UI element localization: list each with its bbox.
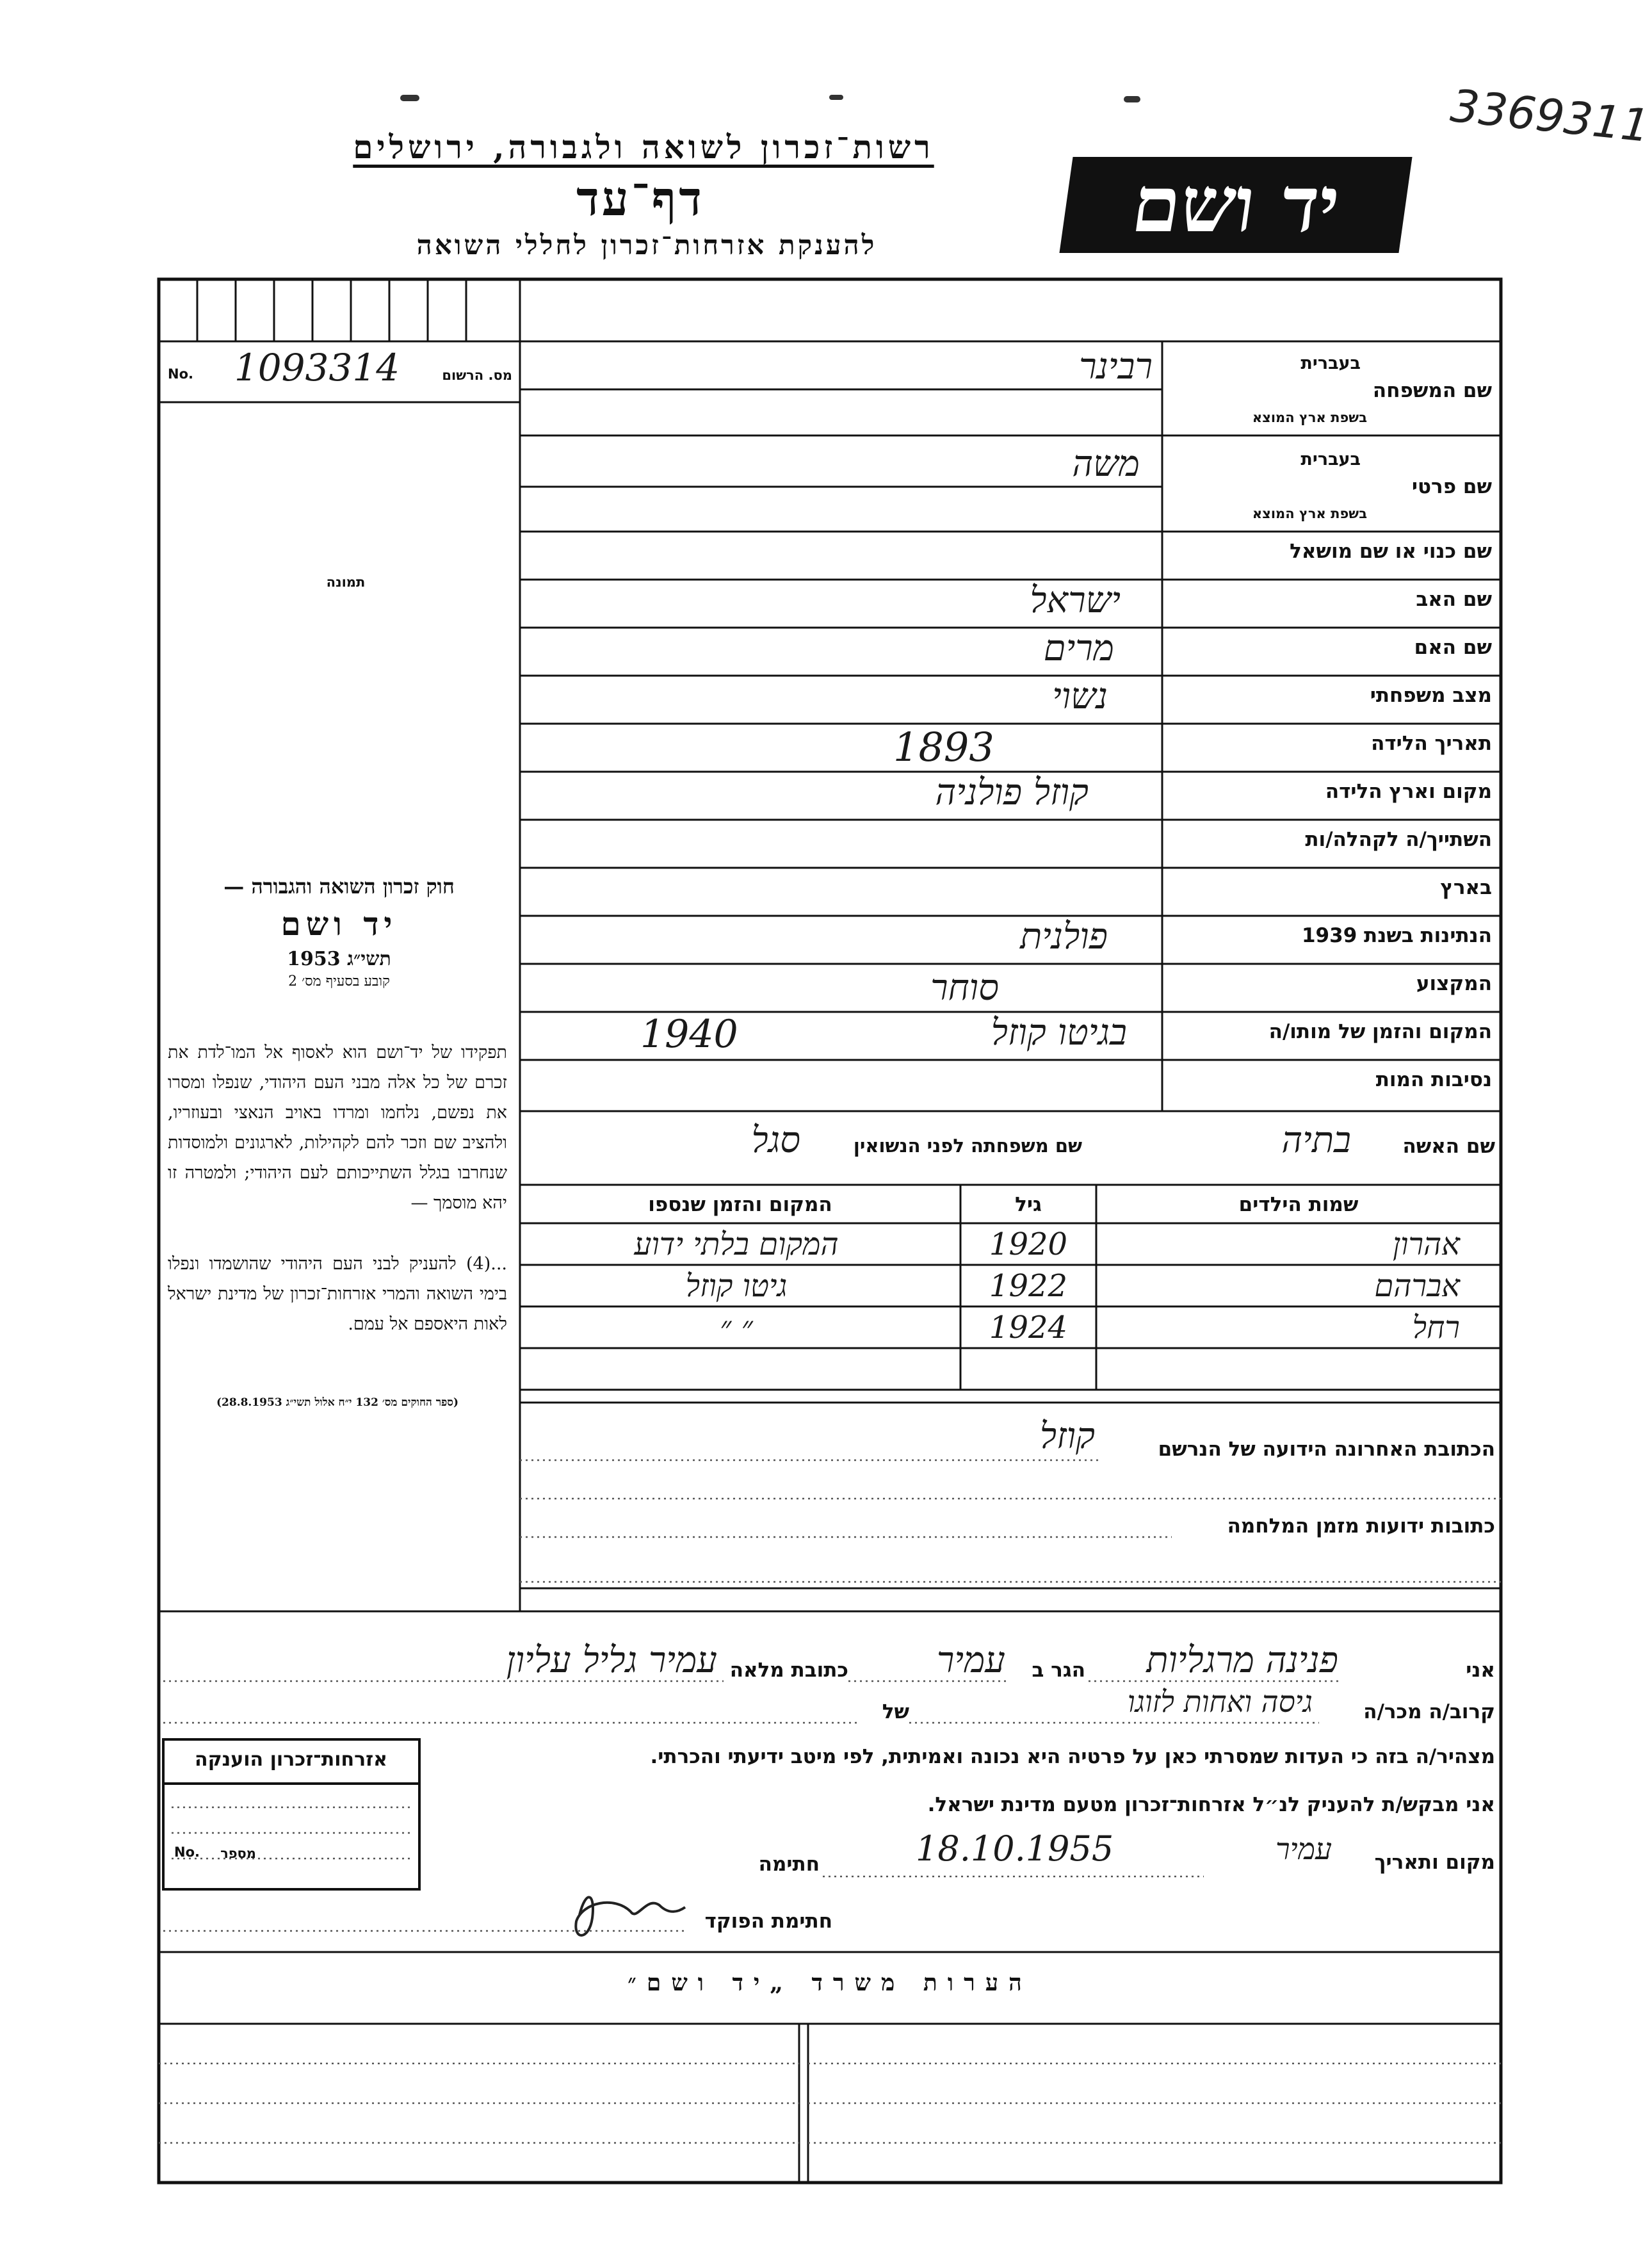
statement-2: אני מבקש/ת להעניק לנ״ל אזרחות־זכרון מטעם מדינת ישראל. xyxy=(927,1793,1495,1816)
photo-label: תמונה xyxy=(326,574,366,590)
law-block xyxy=(168,874,510,989)
scan-speck xyxy=(400,95,419,101)
death-place-value: בגיטו קוזל xyxy=(991,1012,1127,1054)
maiden-name-label: שם משפחתה לפני הנשואין xyxy=(853,1135,1082,1157)
scan-speck xyxy=(829,95,843,100)
law-name: יד ושם xyxy=(280,905,398,943)
child-name: אהרון xyxy=(1392,1226,1460,1262)
hebrew-label: בעברית xyxy=(1300,354,1361,373)
wife-label: שם האשה xyxy=(1402,1135,1495,1158)
child-name: רחל xyxy=(1412,1310,1460,1346)
registration-no-label: No. xyxy=(168,366,193,382)
declaration-place: עמיר xyxy=(1275,1832,1332,1866)
declarant-relation: גיסה ואחות לזוגו xyxy=(1127,1684,1313,1719)
profession-label: המקצוע xyxy=(1416,972,1492,995)
of-label: של xyxy=(882,1700,909,1723)
birth-date-value: 1893 xyxy=(893,724,994,770)
child-age: 1922 xyxy=(989,1268,1068,1304)
birth-place-label: מקום וארץ הלידה xyxy=(1325,780,1492,803)
law-clause: קובע בסעיף מס׳ 2 xyxy=(288,973,390,989)
law-source: (ספר החוקים מס׳ 132 י״ח אלול תשי״ג 28.8.1953) xyxy=(216,1396,459,1409)
nickname-label: שם כנוי או שם מושאל xyxy=(1290,540,1492,563)
country-label: בארץ xyxy=(1440,876,1492,899)
citizenship-box-title: אזרחות־זכרון הוענקה xyxy=(194,1748,388,1771)
archive-number: 3369311 xyxy=(1448,79,1652,153)
death-circumstances-label: נסיבות המות xyxy=(1375,1068,1492,1091)
declarant-full-address: עמיר גליל עליון xyxy=(506,1640,717,1681)
place-date-label: מקום ותאריך xyxy=(1374,1851,1495,1874)
declaration-date: 18.10.1955 xyxy=(916,1828,1114,1869)
father-label: שם האב xyxy=(1416,588,1492,611)
declarant-name: פנינה מרגליות xyxy=(1146,1640,1338,1681)
law-title: חוק זכרון השואה והגבורה — xyxy=(223,874,455,899)
yad-vashem-logo: יד ושם xyxy=(1059,157,1412,253)
citizenship-box-number-label: מספר xyxy=(220,1846,256,1861)
profession-value: סוחר xyxy=(930,967,999,1009)
child-age: 1924 xyxy=(989,1310,1068,1346)
citizenship-value: פולנית xyxy=(1020,916,1108,957)
family-name-value: רבינר xyxy=(1079,346,1153,387)
children-age-header: גיל xyxy=(1015,1193,1042,1216)
birth-place-value: קוזל פולניה xyxy=(935,772,1089,813)
child-place: גיטו קוזל xyxy=(685,1268,788,1304)
resides-label: הגר ב xyxy=(1032,1659,1085,1682)
community-label: השתייך/ה לקהלה/ות xyxy=(1305,828,1492,851)
wife-value: בתיה xyxy=(1281,1119,1351,1161)
inspector-signature-label: חתימת הפוקד xyxy=(704,1910,832,1933)
office-notes-title: הערות משרד „יד ושם״ xyxy=(628,1969,1032,1996)
death-year-value: 1940 xyxy=(640,1012,738,1057)
form-title: דף־עד xyxy=(576,172,704,227)
child-age: 1920 xyxy=(989,1226,1068,1262)
children-place-header: המקום והזמן שנספו xyxy=(648,1193,832,1216)
declarant-i-label: אני xyxy=(1466,1659,1495,1682)
birth-date-label: תאריך הלידה xyxy=(1371,732,1492,755)
statement-1: מצהיר/ה בזה כי העדות שמסרתי כאן על פרטיה היא נכונה ואמיתית, לפי מיטב ידיעתי והכרתי. xyxy=(650,1745,1495,1768)
family-name-label: שם המשפחה xyxy=(1372,379,1492,402)
registration-label: מס. הרשום xyxy=(442,368,512,383)
authority-title: רשות־זכרון לשואה ולגבורה, ירושלים xyxy=(353,128,934,166)
last-address-value: קוזל xyxy=(1039,1415,1095,1457)
scan-speck xyxy=(1124,96,1140,102)
signature-label: חתימה xyxy=(758,1853,820,1876)
marital-label: מצב משפחתי xyxy=(1370,684,1492,707)
child-place: ״ ״ xyxy=(720,1310,753,1346)
last-address-label: הכתובת האחרונה הידועה של הנרשם xyxy=(1158,1438,1495,1461)
native-label: בשפת ארץ המוצא xyxy=(1252,410,1367,425)
law-paragraph-1: תפקידו של יד־ושם הוא לאסוף אל המו־לדת את זכרם של כל אלה מבני העם היהודי, שנפלו ומסרו את נפשם, נלחמו ומרדו באויב הנאצי ובעוזריו, ולהציב שם וזכר להם לקהילות, לארגונים ולמוסדות שנחרבו בגלל השתייכותם לעם היהודי; ולמטרה זו יהא מוסמך — xyxy=(168,1043,507,1213)
mother-value: מרים xyxy=(1043,628,1114,669)
child-name: אברהם xyxy=(1374,1268,1460,1304)
relative-label: קרוב/ה מכר/ה xyxy=(1363,1700,1495,1723)
mother-label: שם האם xyxy=(1414,636,1492,659)
full-address-label: כתובת מלאה xyxy=(729,1659,848,1682)
native-label: בשפת ארץ המוצא xyxy=(1252,506,1367,521)
citizenship-box-no-label: No. xyxy=(174,1844,200,1860)
children-name-header: שמות הילדים xyxy=(1238,1193,1359,1216)
maiden-name-value: סגל xyxy=(751,1119,800,1161)
law-paragraph-2: ...(4) להעניק לבני העם היהודי שהושמדו ונפלו בימי השואה והמרי אזרחות־זכרון של מדינת ישראל לאות היאספם אל עמם. xyxy=(168,1254,507,1334)
hebrew-label: בעברית xyxy=(1300,450,1361,469)
citizenship-label: הנתינות בשנת 1939 xyxy=(1301,924,1492,947)
first-name-value: משה xyxy=(1072,443,1140,485)
father-value: ישראל xyxy=(1030,580,1121,621)
law-year: תשי״ג 1953 xyxy=(287,948,391,970)
death-label: המקום והזמן של מותו/ה xyxy=(1268,1020,1492,1043)
registration-number: 1093314 xyxy=(234,346,400,389)
form-subtitle: להענקת אזרחות־זכרון לחללי השואה xyxy=(416,229,877,261)
child-place: המקום בלתי ידוע xyxy=(634,1226,839,1262)
declarant-city: עמיר xyxy=(936,1640,1005,1681)
marital-value: נשוי xyxy=(1052,676,1108,717)
wartime-address-label: כתובות ידועות מזמן המלחמה xyxy=(1227,1515,1495,1538)
first-name-label: שם פרטי xyxy=(1411,475,1492,498)
